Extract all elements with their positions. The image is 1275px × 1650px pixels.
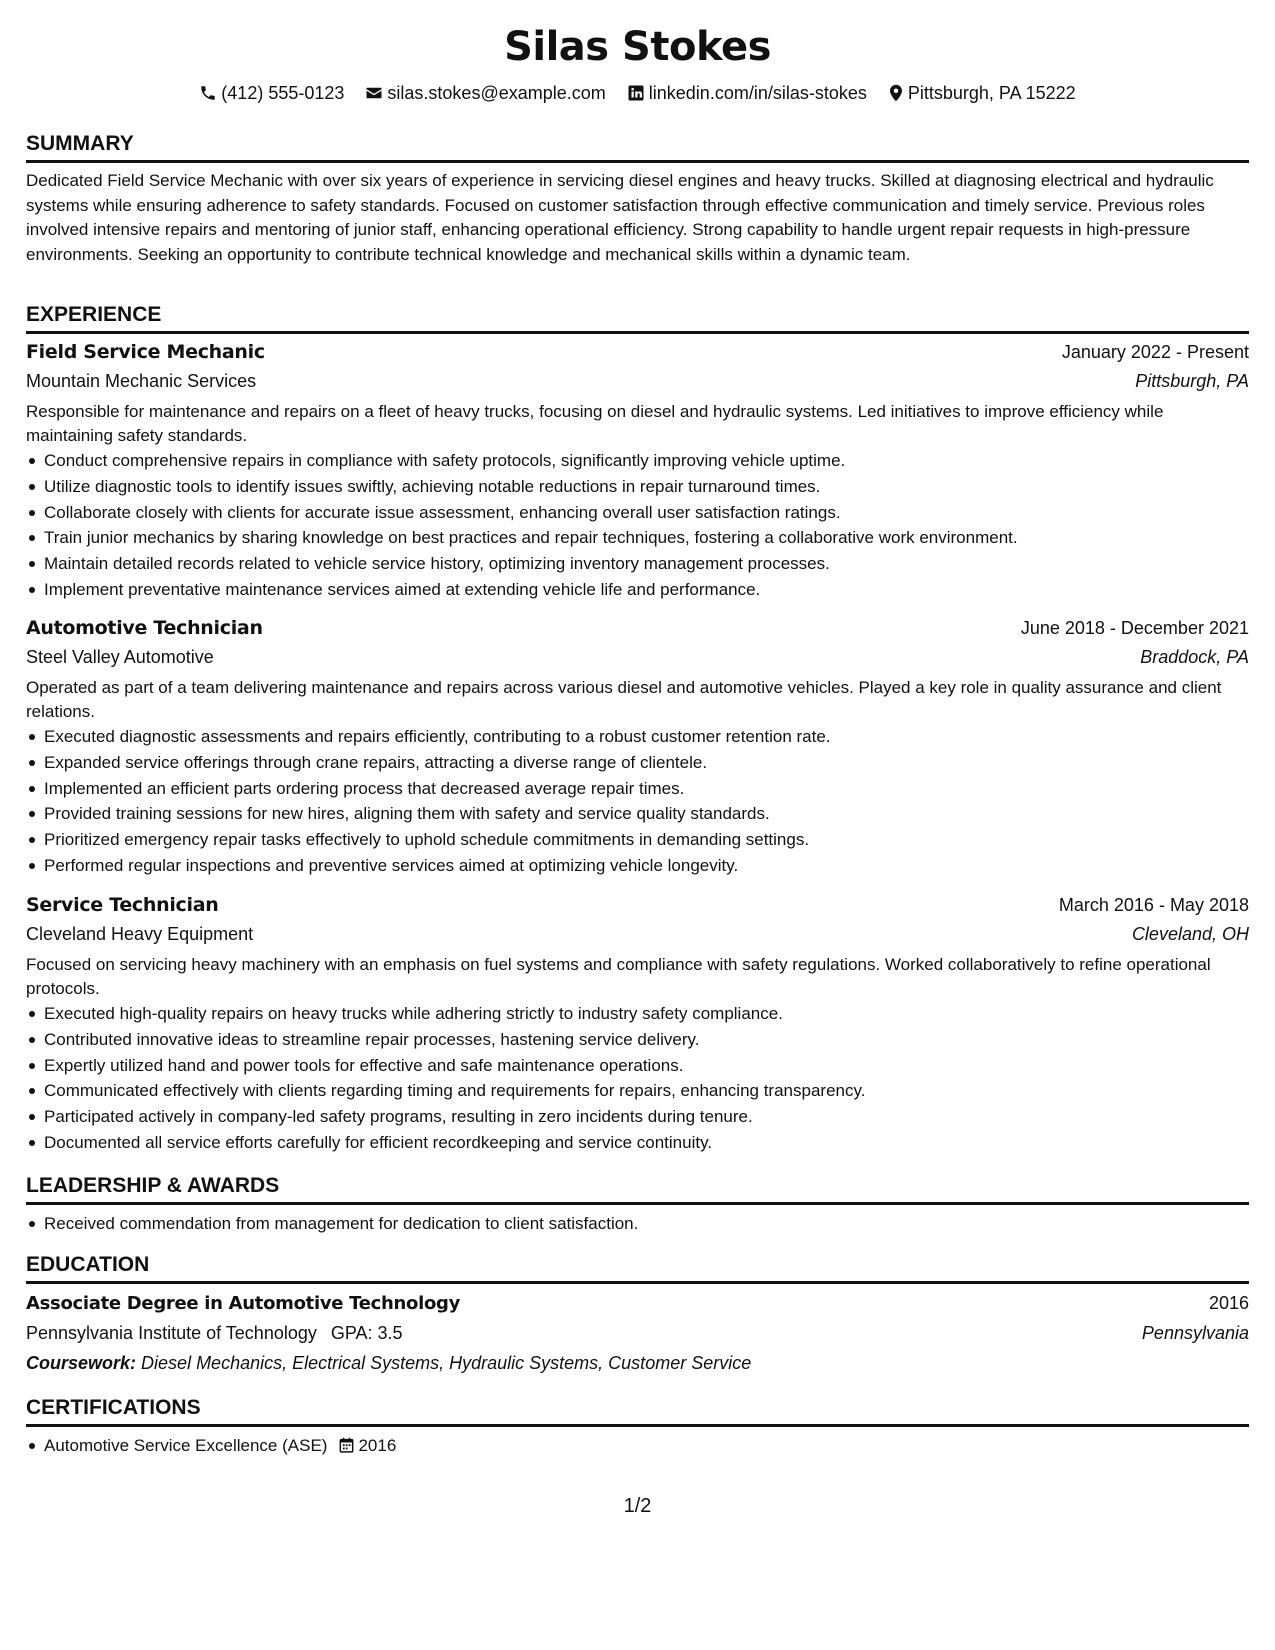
summary-text: Dedicated Field Service Mechanic with over six years of experience in servicing diesel engines and heavy trucks. Skilled at diagnosing electrical and hydraulic systems while ensuring adherence to safety standards. Focused on customer satisfaction through effective communication and timely service. Previous roles involved intensive repairs and mentoring of junior staff, enhancing operational efficiency. Strong capability to handle urgent repair requests in high-pressure environments. Seeking an opportunity to contribute technical knowledge and mechanical skills within a dynamic team. xyxy=(26,171,1214,264)
job-dates: January 2022 - Present xyxy=(1061,342,1249,362)
list-item: Implement preventative maintenance services aimed at extending vehicle life and performance. xyxy=(44,577,1249,603)
company-name: Mountain Mechanic Services xyxy=(26,371,257,391)
certification-name: Automotive Service Excellence (ASE) xyxy=(44,1436,328,1455)
school-line xyxy=(26,1318,403,1348)
list-item: Performed regular inspections and preventive services aimed at optimizing vehicle longevity. xyxy=(44,853,1249,879)
section-title: CERTIFICATIONS xyxy=(26,1395,1249,1427)
job-entry xyxy=(26,614,1249,879)
linkedin-text: linkedin.com/in/silas-stokes xyxy=(648,83,867,104)
job-location: Pittsburgh, PA xyxy=(1135,371,1249,391)
list-item: Communicated effectively with clients regarding timing and requirements for repairs, enhancing transparency. xyxy=(44,1078,1249,1104)
list-item: Train junior mechanics by sharing knowledge on best practices and repair techniques, fostering a collaborative work environment. xyxy=(44,525,1249,551)
list-item xyxy=(44,1433,1249,1459)
section-title: SUMMARY xyxy=(26,131,1249,163)
company-name: Steel Valley Automotive xyxy=(26,647,214,667)
job-dates: June 2018 - December 2021 xyxy=(1020,618,1249,638)
section-title: LEADERSHIP & AWARDS xyxy=(26,1173,1249,1205)
list-item: Expertly utilized hand and power tools for effective and safe maintenance operations. xyxy=(44,1053,1249,1079)
education-section xyxy=(26,1252,1249,1378)
job-bullets xyxy=(26,724,1249,879)
envelope-icon xyxy=(365,84,383,102)
job-description: Focused on servicing heavy machinery with an emphasis on fuel systems and compliance with safety regulations. Worked collaboratively to refine operational protocols. xyxy=(26,955,1211,998)
list-item: Utilize diagnostic tools to identify issues swiftly, achieving notable reductions in repair turnaround times. xyxy=(44,474,1249,500)
summary-section xyxy=(26,131,1249,267)
gpa-value: GPA: 3.5 xyxy=(330,1323,403,1343)
calendar-icon xyxy=(339,1437,354,1453)
certification-date xyxy=(327,1436,396,1455)
coursework-line xyxy=(26,1348,1249,1378)
list-item: Provided training sessions for new hires, aligning them with safety and service quality standards. xyxy=(44,801,1249,827)
list-item: Participated actively in company-led safety programs, resulting in zero incidents during tenure. xyxy=(44,1104,1249,1130)
list-item: Executed high-quality repairs on heavy trucks while adhering strictly to industry safety compliance. xyxy=(44,1001,1249,1027)
job-title: Service Technician xyxy=(26,894,219,916)
job-location: Cleveland, OH xyxy=(1131,924,1249,944)
list-item: Received commendation from management for dedication to client satisfaction. xyxy=(44,1211,1249,1237)
job-description: Responsible for maintenance and repairs on a fleet of heavy trucks, focusing on diesel and hydraulic systems. Led initiatives to improve efficiency while maintaining safety standards. xyxy=(26,402,1164,445)
list-item: Documented all service efforts carefully for efficient recordkeeping and service continuity. xyxy=(44,1130,1249,1156)
section-title: EXPERIENCE xyxy=(26,302,1249,334)
contact-location xyxy=(888,81,1076,105)
email-text: silas.stokes@example.com xyxy=(387,83,606,104)
certifications-section xyxy=(26,1395,1249,1459)
section-title: EDUCATION xyxy=(26,1252,1249,1284)
coursework-label: Coursework: xyxy=(26,1353,137,1373)
contact-phone xyxy=(199,81,344,105)
list-item: Prioritized emergency repair tasks effectively to uphold schedule commitments in demanding settings. xyxy=(44,827,1249,853)
phone-text: (412) 555-0123 xyxy=(221,83,345,104)
leadership-section xyxy=(26,1173,1249,1237)
job-dates: March 2016 - May 2018 xyxy=(1058,895,1249,915)
degree-year: 2016 xyxy=(1208,1293,1249,1313)
coursework-list: Diesel Mechanics, Electrical Systems, Hydraulic Systems, Customer Service xyxy=(141,1353,752,1373)
job-entry xyxy=(26,891,1249,1156)
list-item: Conduct comprehensive repairs in compliance with safety protocols, significantly improving vehicle uptime. xyxy=(44,448,1249,474)
contact-email[interactable] xyxy=(365,81,605,105)
leadership-bullets xyxy=(26,1211,1249,1237)
school-name: Pennsylvania Institute of Technology xyxy=(26,1323,317,1343)
job-bullets xyxy=(26,448,1249,603)
certification-year: 2016 xyxy=(358,1436,397,1455)
location-text: Pittsburgh, PA 15222 xyxy=(907,83,1076,104)
school-location: Pennsylvania xyxy=(1141,1323,1249,1343)
list-item: Maintain detailed records related to vehicle service history, optimizing inventory management processes. xyxy=(44,551,1249,577)
list-item: Expanded service offerings through crane repairs, attracting a diverse range of clientele. xyxy=(44,750,1249,776)
list-item: Implemented an efficient parts ordering process that decreased average repair times. xyxy=(44,776,1249,802)
candidate-name: Silas Stokes xyxy=(504,24,771,70)
degree-name: Associate Degree in Automotive Technology xyxy=(26,1293,461,1314)
job-location: Braddock, PA xyxy=(1140,647,1249,667)
list-item: Contributed innovative ideas to streamline repair processes, hastening service delivery. xyxy=(44,1027,1249,1053)
list-item: Collaborate closely with clients for accurate issue assessment, enhancing overall user satisfaction ratings. xyxy=(44,500,1249,526)
job-title: Automotive Technician xyxy=(26,617,263,639)
certification-list xyxy=(26,1433,1249,1459)
map-pin-icon xyxy=(888,84,904,102)
contact-linkedin[interactable] xyxy=(627,81,867,105)
company-name: Cleveland Heavy Equipment xyxy=(26,924,254,944)
job-description: Operated as part of a team delivering maintenance and repairs across various diesel and automotive vehicles. Played a key role in quality assurance and client relations. xyxy=(26,678,1222,721)
contact-bar xyxy=(0,80,1275,105)
linkedin-icon xyxy=(627,84,645,102)
job-bullets xyxy=(26,1001,1249,1156)
phone-icon xyxy=(199,84,217,102)
job-title: Field Service Mechanic xyxy=(26,341,265,363)
list-item: Executed diagnostic assessments and repairs efficiently, contributing to a robust customer retention rate. xyxy=(44,724,1249,750)
job-entry xyxy=(26,338,1249,603)
page-number: 1/2 xyxy=(623,1495,652,1517)
experience-section xyxy=(26,302,1249,334)
